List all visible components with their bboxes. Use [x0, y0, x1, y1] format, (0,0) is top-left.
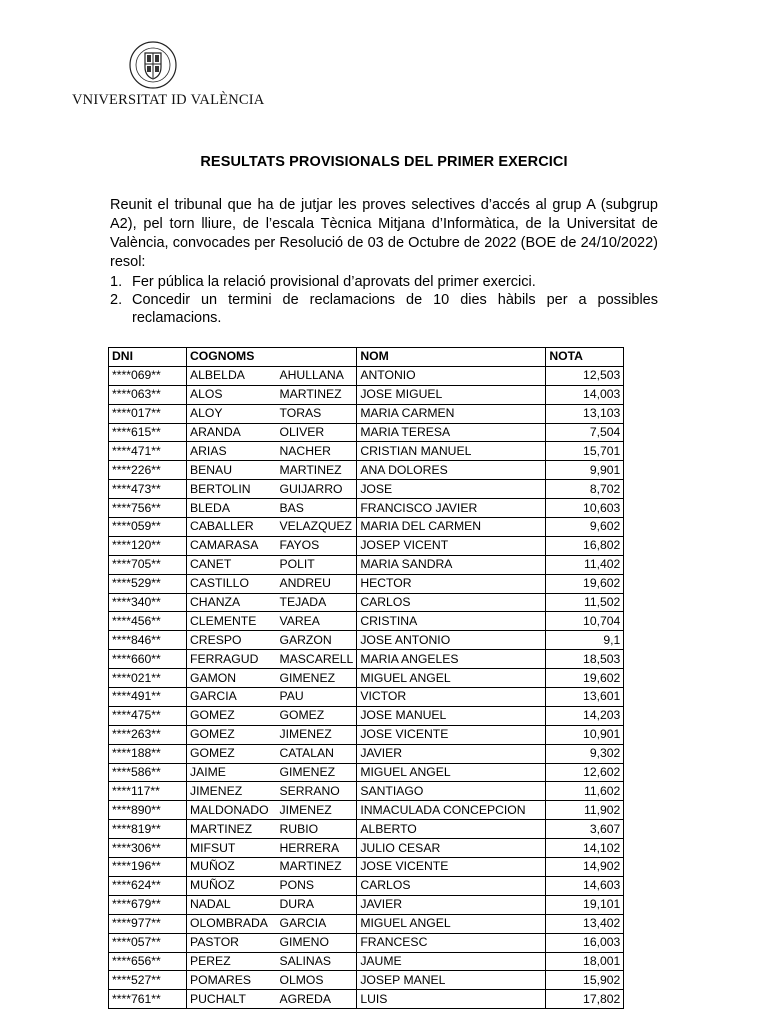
- cell-nom: MIGUEL ANGEL: [357, 914, 546, 933]
- cell-nom: JOSE MIGUEL: [357, 385, 546, 404]
- cell-nom: JAVIER: [357, 895, 546, 914]
- cell-nota: 19,101: [546, 895, 624, 914]
- cell-nota: 13,103: [546, 404, 624, 423]
- cell-dni: ****063**: [109, 385, 187, 404]
- list-item: [110, 273, 658, 291]
- cell-nom: JAVIER: [357, 744, 546, 763]
- cell-cognom1: ARANDA: [187, 423, 277, 442]
- cell-dni: ****057**: [109, 933, 187, 952]
- cell-cognom1: GOMEZ: [187, 744, 277, 763]
- point-text: Concedir un termini de reclamacions de 10 dies hàbils per a possibles reclamacions.: [132, 292, 658, 326]
- cell-cognom1: GOMEZ: [187, 725, 277, 744]
- cell-nota: 9,1: [546, 631, 624, 650]
- cell-nota: 14,902: [546, 858, 624, 877]
- cell-cognom1: MIFSUT: [187, 839, 277, 858]
- cell-nota: 11,602: [546, 782, 624, 801]
- table-row: [109, 423, 624, 442]
- cell-nom: INMACULADA CONCEPCION: [357, 801, 546, 820]
- table-row: [109, 933, 624, 952]
- cell-dni: ****890**: [109, 801, 187, 820]
- table-row: [109, 858, 624, 877]
- table-row: [109, 895, 624, 914]
- table-row: [109, 536, 624, 555]
- table-row: [109, 820, 624, 839]
- cell-nom: MARIA DEL CARMEN: [357, 518, 546, 537]
- cell-nota: 19,602: [546, 574, 624, 593]
- cell-cognom2: NACHER: [277, 442, 357, 461]
- cell-dni: ****761**: [109, 990, 187, 1009]
- cell-dni: ****120**: [109, 536, 187, 555]
- table-row: [109, 669, 624, 688]
- cell-dni: ****475**: [109, 706, 187, 725]
- cell-cognom2: PAU: [277, 688, 357, 707]
- cell-nom: ALBERTO: [357, 820, 546, 839]
- cell-nota: 8,702: [546, 480, 624, 499]
- cell-cognom1: PEREZ: [187, 952, 277, 971]
- cell-cognom1: GOMEZ: [187, 706, 277, 725]
- cell-nota: 13,402: [546, 914, 624, 933]
- cell-dni: ****473**: [109, 480, 187, 499]
- cell-dni: ****615**: [109, 423, 187, 442]
- cell-dni: ****846**: [109, 631, 187, 650]
- cell-nota: 17,802: [546, 990, 624, 1009]
- cell-nom: JOSE MANUEL: [357, 706, 546, 725]
- cell-cognom2: GIMENEZ: [277, 669, 357, 688]
- cell-cognom1: ALBELDA: [187, 366, 277, 385]
- cell-nom: JOSEP MANEL: [357, 971, 546, 990]
- cell-nota: 19,602: [546, 669, 624, 688]
- cell-cognom2: HERRERA: [277, 839, 357, 858]
- cell-dni: ****196**: [109, 858, 187, 877]
- cell-nota: 12,503: [546, 366, 624, 385]
- cell-dni: ****977**: [109, 914, 187, 933]
- header-dni: DNI: [109, 348, 187, 367]
- cell-cognom1: PASTOR: [187, 933, 277, 952]
- table-row: [109, 914, 624, 933]
- cell-cognom2: GARCIA: [277, 914, 357, 933]
- cell-cognom1: ARIAS: [187, 442, 277, 461]
- cell-nom: FRANCISCO JAVIER: [357, 499, 546, 518]
- cell-cognom1: MUÑOZ: [187, 858, 277, 877]
- cell-dni: ****656**: [109, 952, 187, 971]
- header-nota: NOTA: [546, 348, 624, 367]
- table-row: [109, 801, 624, 820]
- cell-nota: 10,704: [546, 612, 624, 631]
- cell-cognom2: MARTINEZ: [277, 461, 357, 480]
- cell-cognom2: JIMENEZ: [277, 725, 357, 744]
- cell-cognom1: JAIME: [187, 763, 277, 782]
- table-row: [109, 839, 624, 858]
- cell-cognom1: ALOS: [187, 385, 277, 404]
- cell-nota: 16,802: [546, 536, 624, 555]
- table-row: [109, 631, 624, 650]
- table-row: [109, 725, 624, 744]
- cell-nota: 18,503: [546, 650, 624, 669]
- table-row: [109, 555, 624, 574]
- cell-cognom2: DURA: [277, 895, 357, 914]
- cell-cognom2: RUBIO: [277, 820, 357, 839]
- cell-cognom2: VAREA: [277, 612, 357, 631]
- cell-dni: ****306**: [109, 839, 187, 858]
- table-row: [109, 952, 624, 971]
- cell-dni: ****471**: [109, 442, 187, 461]
- cell-nom: MARIA TERESA: [357, 423, 546, 442]
- table-row: [109, 574, 624, 593]
- cell-dni: ****679**: [109, 895, 187, 914]
- cell-cognom2: GIMENEZ: [277, 763, 357, 782]
- cell-cognom1: GARCIA: [187, 688, 277, 707]
- point-text: Fer pública la relació provisional d’aprovats del primer exercici.: [132, 274, 536, 290]
- cell-cognom2: GOMEZ: [277, 706, 357, 725]
- cell-nota: 3,607: [546, 820, 624, 839]
- cell-nota: 15,902: [546, 971, 624, 990]
- cell-nota: 14,603: [546, 876, 624, 895]
- cell-nota: 15,701: [546, 442, 624, 461]
- cell-cognom2: MARTINEZ: [277, 385, 357, 404]
- table-row: [109, 385, 624, 404]
- cell-nota: 14,102: [546, 839, 624, 858]
- cell-dni: ****017**: [109, 404, 187, 423]
- cell-nom: LUIS: [357, 990, 546, 1009]
- cell-cognom1: OLOMBRADA: [187, 914, 277, 933]
- cell-dni: ****059**: [109, 518, 187, 537]
- cell-cognom1: CASTILLO: [187, 574, 277, 593]
- cell-cognom2: TEJADA: [277, 593, 357, 612]
- cell-cognom1: NADAL: [187, 895, 277, 914]
- table-row: [109, 366, 624, 385]
- cell-cognom2: BAS: [277, 499, 357, 518]
- cell-nom: JOSE VICENTE: [357, 858, 546, 877]
- cell-nota: 7,504: [546, 423, 624, 442]
- cell-cognom1: FERRAGUD: [187, 650, 277, 669]
- cell-cognom1: MARTINEZ: [187, 820, 277, 839]
- table-row: [109, 593, 624, 612]
- cell-nota: 11,502: [546, 593, 624, 612]
- cell-nota: 10,901: [546, 725, 624, 744]
- cell-nom: JAUME: [357, 952, 546, 971]
- cell-dni: ****491**: [109, 688, 187, 707]
- cell-dni: ****263**: [109, 725, 187, 744]
- cell-cognom1: BENAU: [187, 461, 277, 480]
- cell-dni: ****705**: [109, 555, 187, 574]
- point-number: 2.: [110, 292, 123, 308]
- table-row: [109, 650, 624, 669]
- cell-nom: CRISTIAN MANUEL: [357, 442, 546, 461]
- cell-nom: CARLOS: [357, 876, 546, 895]
- cell-dni: ****021**: [109, 669, 187, 688]
- table-row: [109, 688, 624, 707]
- table-row: [109, 612, 624, 631]
- cell-cognom2: POLIT: [277, 555, 357, 574]
- cell-nom: ANA DOLORES: [357, 461, 546, 480]
- cell-cognom1: POMARES: [187, 971, 277, 990]
- cell-nom: SANTIAGO: [357, 782, 546, 801]
- table-row: [109, 518, 624, 537]
- cell-cognom2: GIMENO: [277, 933, 357, 952]
- header-cognoms: COGNOMS: [187, 348, 357, 367]
- table-row: [109, 990, 624, 1009]
- cell-nom: JOSEP VICENT: [357, 536, 546, 555]
- cell-nota: 10,603: [546, 499, 624, 518]
- cell-cognom1: JIMENEZ: [187, 782, 277, 801]
- cell-cognom2: SERRANO: [277, 782, 357, 801]
- cell-nom: JULIO CESAR: [357, 839, 546, 858]
- cell-cognom2: FAYOS: [277, 536, 357, 555]
- cell-nom: FRANCESC: [357, 933, 546, 952]
- cell-nom: MIGUEL ANGEL: [357, 763, 546, 782]
- header-nom: NOM: [357, 348, 546, 367]
- cell-cognom2: AHULLANA: [277, 366, 357, 385]
- cell-nota: 12,602: [546, 763, 624, 782]
- cell-dni: ****226**: [109, 461, 187, 480]
- cell-cognom1: BERTOLIN: [187, 480, 277, 499]
- cell-cognom2: SALINAS: [277, 952, 357, 971]
- table-row: [109, 876, 624, 895]
- cell-cognom1: CANET: [187, 555, 277, 574]
- cell-cognom2: CATALAN: [277, 744, 357, 763]
- cell-cognom1: CLEMENTE: [187, 612, 277, 631]
- intro-paragraph: Reunit el tribunal que ha de jutjar les proves selectives d’accés al grup A (subgrup A2), pel torn lliure, de l’escala Tècnica Mitjana d’Informàtica, de la Universitat de València, convocades per Resolució de 03 de Octubre de 2022 (BOE de 24/10/2022) resol:: [110, 197, 658, 270]
- cell-cognom1: ALOY: [187, 404, 277, 423]
- cell-nota: 13,601: [546, 688, 624, 707]
- cell-cognom1: BLEDA: [187, 499, 277, 518]
- cell-nom: HECTOR: [357, 574, 546, 593]
- cell-nom: JOSE: [357, 480, 546, 499]
- university-name: VNIVERSITAT ID VALÈNCIA: [72, 92, 265, 108]
- cell-nota: 14,003: [546, 385, 624, 404]
- cell-nom: MARIA CARMEN: [357, 404, 546, 423]
- table-row: [109, 706, 624, 725]
- cell-nota: 11,402: [546, 555, 624, 574]
- cell-nom: MARIA SANDRA: [357, 555, 546, 574]
- cell-dni: ****529**: [109, 574, 187, 593]
- cell-cognom2: TORAS: [277, 404, 357, 423]
- cell-dni: ****117**: [109, 782, 187, 801]
- cell-dni: ****586**: [109, 763, 187, 782]
- cell-cognom1: CRESPO: [187, 631, 277, 650]
- cell-cognom2: AGREDA: [277, 990, 357, 1009]
- cell-nota: 14,203: [546, 706, 624, 725]
- cell-cognom2: JIMENEZ: [277, 801, 357, 820]
- cell-dni: ****069**: [109, 366, 187, 385]
- cell-cognom1: GAMON: [187, 669, 277, 688]
- list-item: [110, 291, 658, 327]
- cell-nom: ANTONIO: [357, 366, 546, 385]
- cell-cognom2: OLIVER: [277, 423, 357, 442]
- cell-cognom1: CHANZA: [187, 593, 277, 612]
- cell-dni: ****340**: [109, 593, 187, 612]
- table-row: [109, 442, 624, 461]
- cell-dni: ****819**: [109, 820, 187, 839]
- cell-cognom2: MARTINEZ: [277, 858, 357, 877]
- cell-nom: JOSE ANTONIO: [357, 631, 546, 650]
- cell-cognom2: OLMOS: [277, 971, 357, 990]
- table-row: [109, 480, 624, 499]
- cell-dni: ****660**: [109, 650, 187, 669]
- table-row: [109, 499, 624, 518]
- cell-cognom2: GARZON: [277, 631, 357, 650]
- document-title: RESULTATS PROVISIONALS DEL PRIMER EXERCICI: [200, 154, 568, 170]
- cell-cognom1: CAMARASA: [187, 536, 277, 555]
- table-row: [109, 782, 624, 801]
- table-row: [109, 763, 624, 782]
- table-header-row: [109, 348, 624, 367]
- table-row: [109, 971, 624, 990]
- cell-cognom2: GUIJARRO: [277, 480, 357, 499]
- cell-nom: MIGUEL ANGEL: [357, 669, 546, 688]
- cell-nom: CRISTINA: [357, 612, 546, 631]
- cell-cognom1: PUCHALT: [187, 990, 277, 1009]
- university-logo: [72, 40, 265, 112]
- cell-nota: 11,902: [546, 801, 624, 820]
- table-row: [109, 744, 624, 763]
- cell-nom: JOSE VICENTE: [357, 725, 546, 744]
- cell-nom: CARLOS: [357, 593, 546, 612]
- cell-cognom1: MALDONADO: [187, 801, 277, 820]
- cell-nom: VICTOR: [357, 688, 546, 707]
- cell-dni: ****624**: [109, 876, 187, 895]
- cell-dni: ****456**: [109, 612, 187, 631]
- cell-cognom2: MASCARELL: [277, 650, 357, 669]
- cell-nota: 18,001: [546, 952, 624, 971]
- cell-nota: 9,302: [546, 744, 624, 763]
- cell-dni: ****188**: [109, 744, 187, 763]
- table-row: [109, 461, 624, 480]
- cell-cognom1: MUÑOZ: [187, 876, 277, 895]
- cell-nota: 9,901: [546, 461, 624, 480]
- cell-nota: 16,003: [546, 933, 624, 952]
- point-number: 1.: [110, 274, 123, 290]
- table-body: [109, 366, 624, 1008]
- cell-nom: MARIA ANGELES: [357, 650, 546, 669]
- university-seal-icon: [124, 40, 182, 90]
- resolution-points: [110, 273, 658, 327]
- cell-cognom2: VELAZQUEZ: [277, 518, 357, 537]
- cell-dni: ****527**: [109, 971, 187, 990]
- cell-dni: ****756**: [109, 499, 187, 518]
- cell-nota: 9,602: [546, 518, 624, 537]
- cell-cognom2: ANDREU: [277, 574, 357, 593]
- cell-cognom1: CABALLER: [187, 518, 277, 537]
- table-row: [109, 404, 624, 423]
- cell-cognom2: PONS: [277, 876, 357, 895]
- results-table: [108, 347, 624, 1009]
